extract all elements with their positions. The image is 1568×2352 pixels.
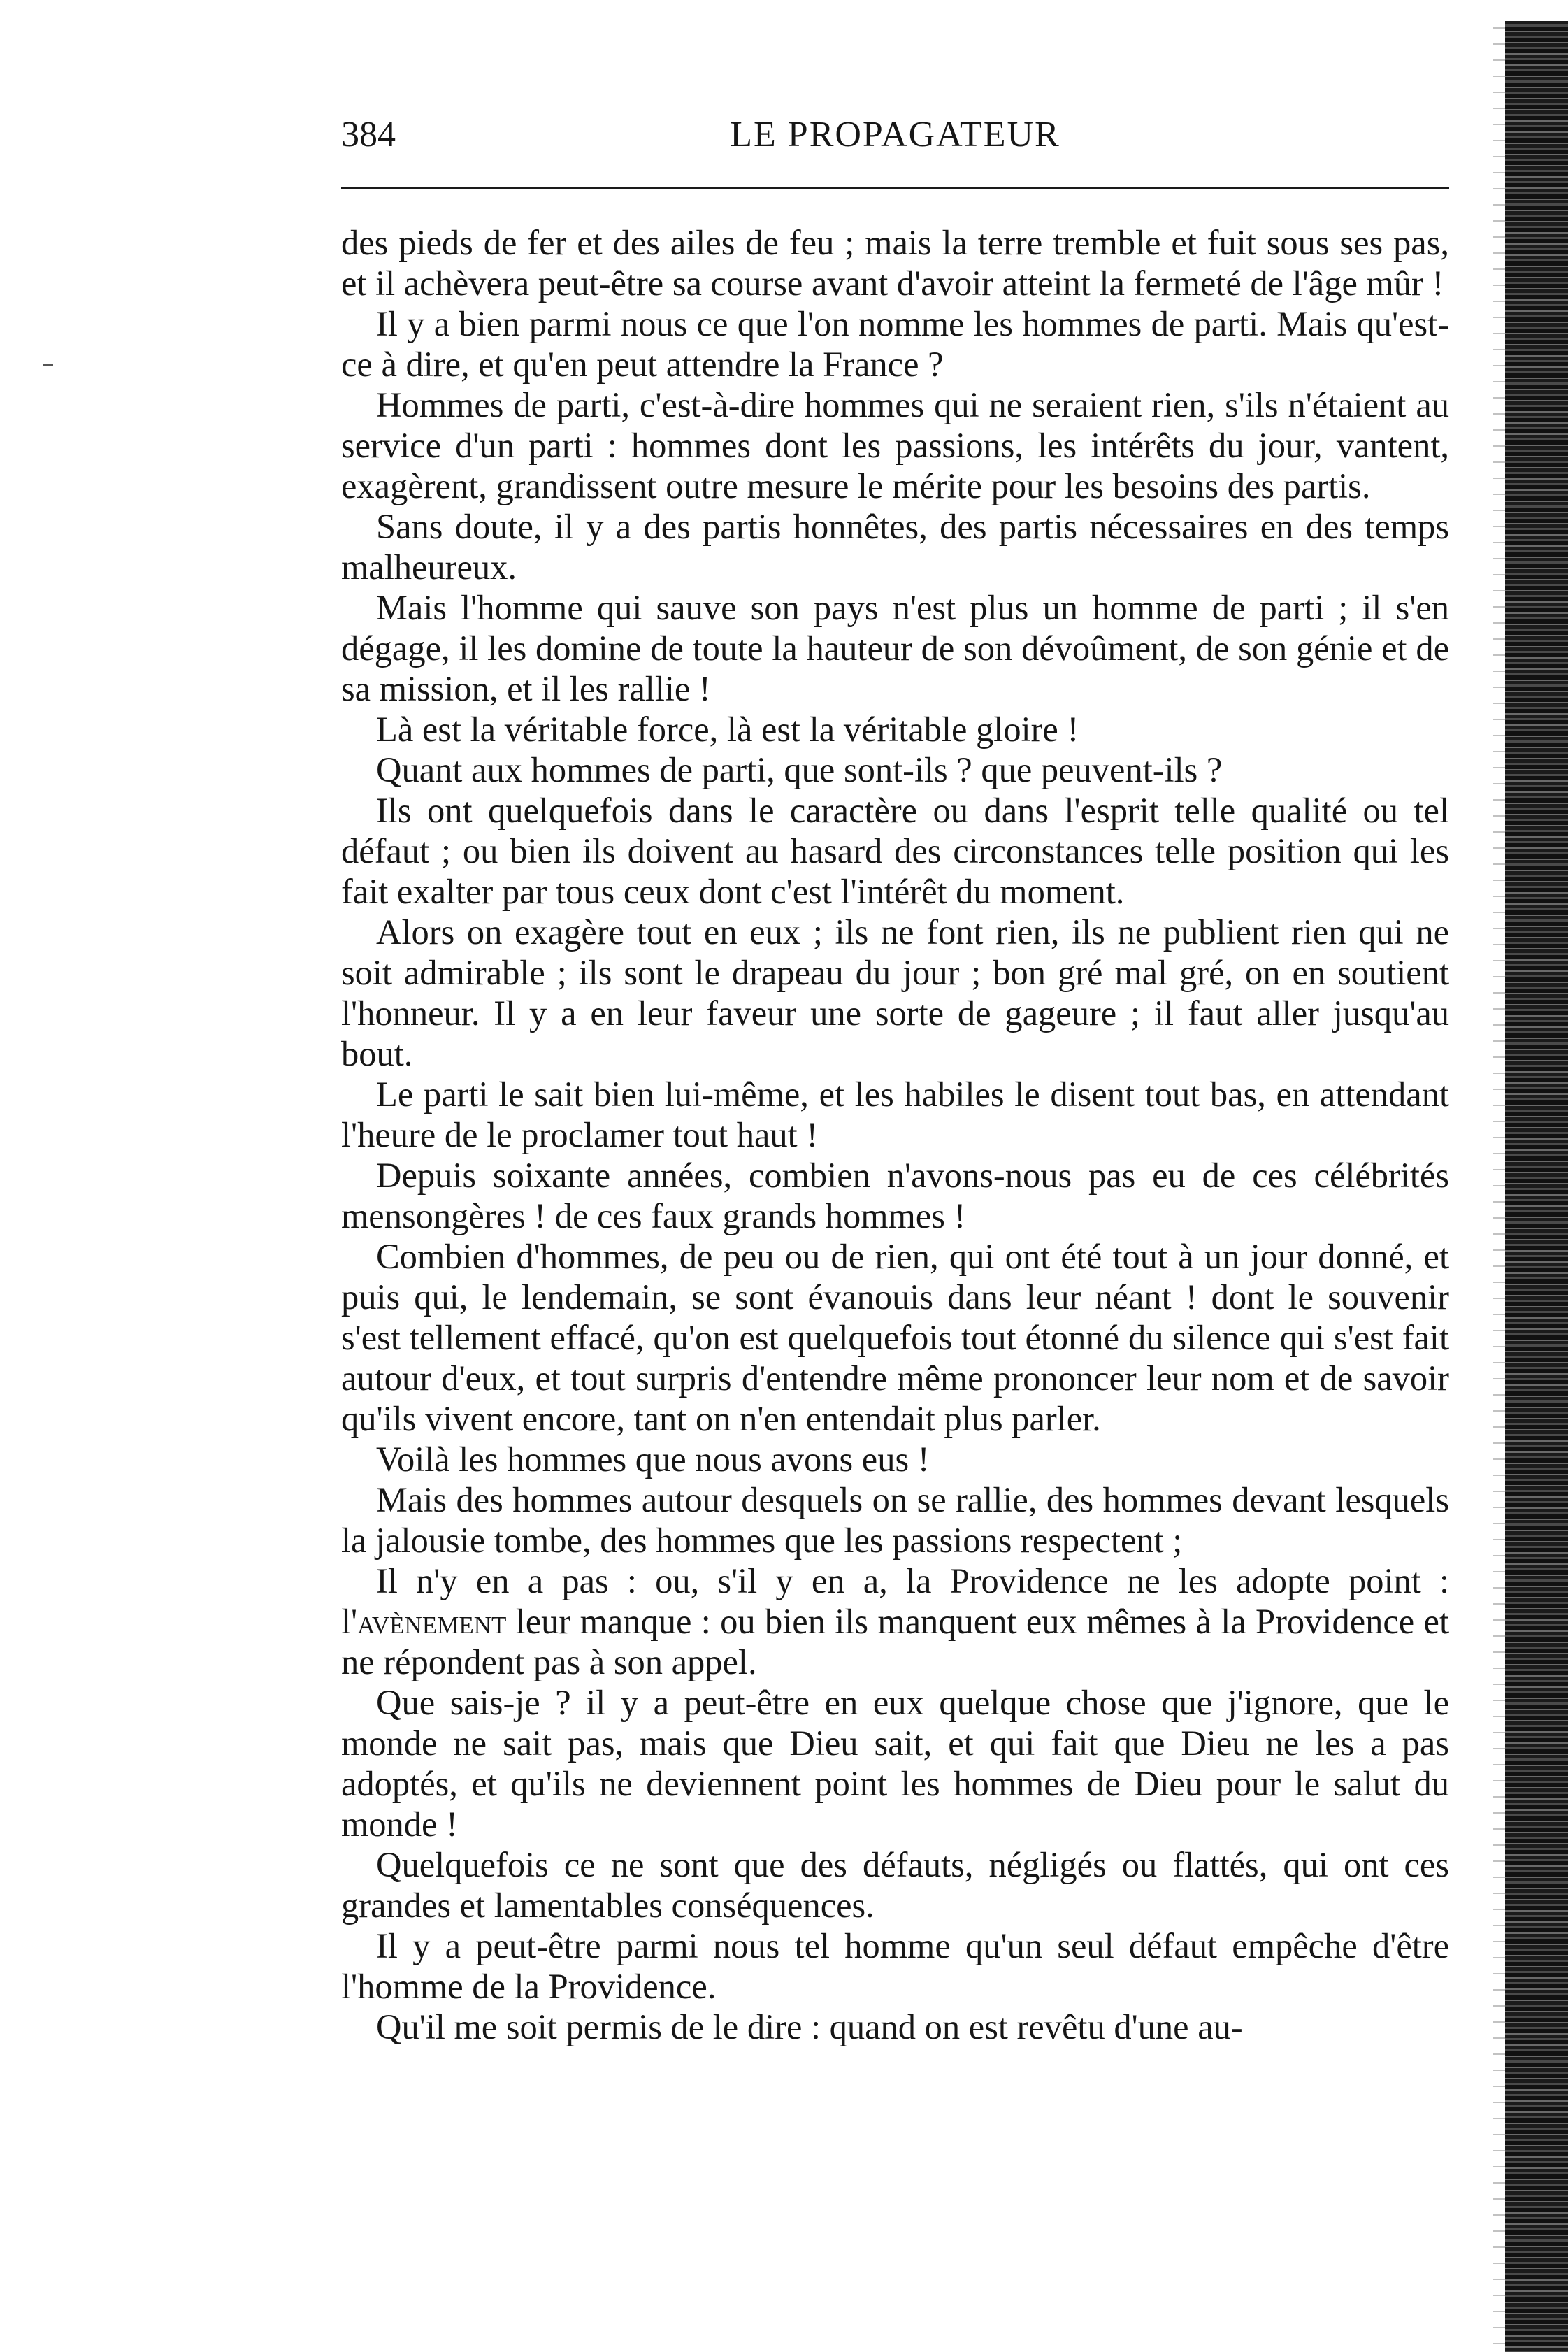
running-title: LE PROPAGATEUR (730, 115, 1060, 155)
margin-mark (43, 364, 53, 366)
paragraph: Là est la véritable force, là est la véritable gloire ! (376, 710, 1079, 749)
paragraph: Hommes de parti, c'est-à-dire hommes qui ne seraient rien, s'ils n'étaient au service d'un parti : hommes dont les passions, les intérêts du jour, vantent, exagèrent, grandissent outre mesure le mérite pour les besoins des partis. (341, 385, 1449, 505)
paragraph: des pieds de fer et des ailes de feu ; mais la terre tremble et fuit sous ses pas, et il achèvera peut-être sa course avant d'avoir atteint la fermeté de l'âge mûr ! (341, 223, 1449, 303)
paragraph: Voilà les hommes que nous avons eus ! (376, 1440, 930, 1479)
paragraph: Il y a peut-être parmi nous tel homme qu'un seul défaut empêche d'être l'homme de la Providence. (341, 1926, 1449, 2006)
page-number: 384 (341, 115, 396, 155)
paragraph: Mais des hommes autour desquels on se rallie, des hommes devant lesquels la jalousie tombe, des hommes que les passions respectent ; (341, 1480, 1449, 1560)
paragraph: Le parti le sait bien lui-même, et les habiles le disent tout bas, en attendant l'heure de le proclamer tout haut ! (341, 1075, 1449, 1154)
paragraph: Qu'il me soit permis de le dire : quand on est revêtu d'une au- (376, 2007, 1243, 2046)
page-header (341, 110, 1449, 159)
text-run: Il n'y en a pas : ou, s'il y en a, la Providence ne les adopte point : l' (341, 1561, 1449, 1641)
paragraph: Sans doute, il y a des partis honnêtes, des partis nécessaires en des temps malheureux. (341, 507, 1449, 587)
paragraph: Depuis soixante années, combien n'avons-nous pas eu de ces célébrités mensongères ! de ces faux grands hommes ! (341, 1156, 1449, 1235)
smallcaps-word: avènement (357, 1602, 507, 1641)
text-run: leur manque : ou bien ils manquent eux mêmes à la Providence et ne répondent pas à son appel. (341, 1602, 1449, 1681)
scanned-page-edge (1505, 21, 1568, 2352)
paragraph: Combien d'hommes, de peu ou de rien, qui ont été tout à un jour donné, et puis qui, le lendemain, se sont évanouis dans leur néant ! dont le souvenir s'est tellement effacé, qu'on est quelquefois tout étonné du silence qui s'est fait autour d'eux, et tout surpris d'entendre même prononcer leur nom et de savoir qu'ils vivent encore, tant on n'en entendait plus parler. (341, 1237, 1449, 1438)
paragraph: Alors on exagère tout en eux ; ils ne font rien, ils ne publient rien qui ne soit admirable ; ils sont le drapeau du jour ; bon gré mal gré, on en soutient l'honneur. Il y a en leur faveur une sorte de gageure ; il faut aller jusqu'au bout. (341, 912, 1449, 1073)
paragraph: Quant aux hommes de parti, que sont-ils ? que peuvent-ils ? (376, 750, 1223, 789)
header-rule (341, 187, 1449, 189)
paragraph: Il y a bien parmi nous ce que l'on nomme les hommes de parti. Mais qu'est-ce à dire, et qu'en peut attendre la France ? (341, 304, 1449, 384)
paragraph: Quelquefois ce ne sont que des défauts, négligés ou flattés, qui ont ces grandes et lamentables conséquences. (341, 1845, 1449, 1925)
paragraph: Que sais-je ? il y a peut-être en eux quelque chose que j'ignore, que le monde ne sait pas, mais que Dieu sait, et qui fait que Dieu ne les a pas adoptés, et qu'ils ne deviennent point les hommes de Dieu pour le salut du monde ! (341, 1683, 1449, 1844)
paragraph: Ils ont quelquefois dans le caractère ou dans l'esprit telle qualité ou tel défaut ; ou bien ils doivent au hasard des circonstances telle position qui les fait exalter par tous ceux dont c'est l'intérêt du moment. (341, 791, 1449, 911)
paragraph: Mais l'homme qui sauve son pays n'est plus un homme de parti ; il s'en dégage, il les domine de toute la hauteur de son dévoûment, de son génie et de sa mission, et il les rallie ! (341, 588, 1449, 708)
paragraph (341, 1561, 1449, 1682)
body-text (341, 222, 1449, 2047)
